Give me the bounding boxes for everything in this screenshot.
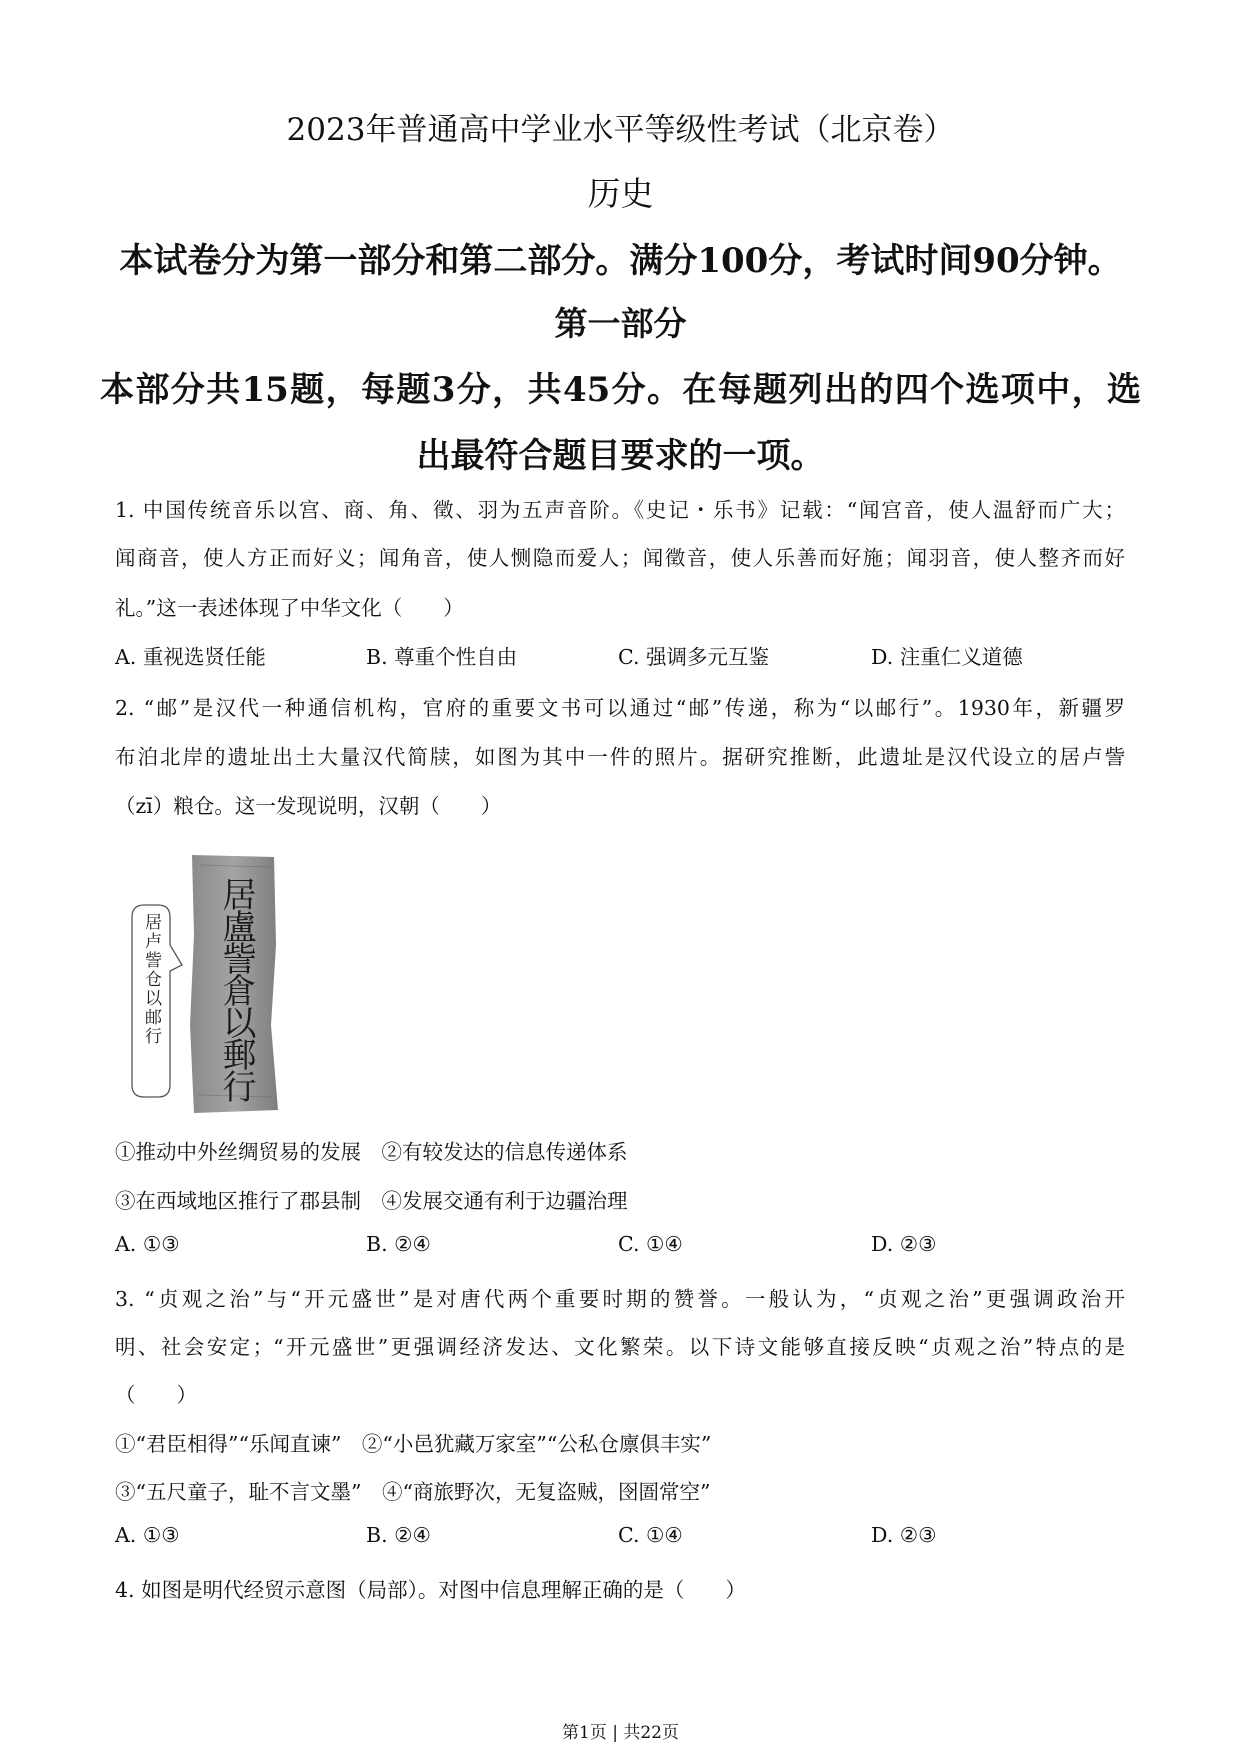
figure-callout-text: 居卢訾仓以邮行 bbox=[141, 913, 161, 1046]
question-1-option-c: C. 强调多元互鉴 bbox=[618, 645, 769, 669]
exam-title: 2023年普通高中学业水平等级性考试（北京卷） bbox=[286, 112, 955, 148]
question-1-line-3: 礼。”这一表述体现了中华文化（ ） bbox=[115, 596, 464, 620]
question-2-line-1: 2. “邮”是汉代一种通信机构，官府的重要文书可以通过“邮”传递，称为“以邮行”。1930年，新疆罗 bbox=[115, 696, 1125, 720]
question-3-line-3: （ ） bbox=[115, 1383, 197, 1407]
question-1-line-1: 1. 中国传统音乐以宫、商、角、徵、羽为五声音阶。《史记・乐书》记载：“闻宫音，使人温舒而广大； bbox=[115, 498, 1125, 522]
subject-title: 历史 bbox=[587, 174, 654, 213]
question-2-line-3: （zī）粮仓。这一发现说明，汉朝（ ） bbox=[115, 794, 502, 818]
exam-intro: 本试卷分为第一部分和第二部分。满分100分，考试时间90分钟。 bbox=[119, 241, 1122, 281]
question-3-line-2: 明、社会安定；“开元盛世”更强调经济发达、文化繁荣。以下诗文能够直接反映“贞观之治”特点的是 bbox=[115, 1335, 1125, 1359]
part-instructions-line-2: 出最符合题目要求的一项。 bbox=[416, 436, 825, 476]
page-footer: 第1页 | 共22页 bbox=[562, 1723, 679, 1743]
question-2-option-c: C. ①④ bbox=[618, 1232, 683, 1256]
question-2-line-2: 布泊北岸的遗址出土大量汉代简牍，如图为其中一件的照片。据研究推断，此遗址是汉代设立的居卢訾 bbox=[115, 745, 1125, 769]
question-1-line-2: 闻商音，使人方正而好义；闻角音，使人恻隐而爱人；闻徵音，使人乐善而好施；闻羽音，使人整齐而好 bbox=[115, 546, 1125, 570]
question-2-option-d: D. ②③ bbox=[871, 1232, 937, 1256]
question-2-option-a: A. ①③ bbox=[115, 1232, 180, 1256]
part-instructions-line-1: 本部分共15题，每题3分，共45分。在每题列出的四个选项中，选 bbox=[100, 370, 1141, 410]
question-3-statements-line-2: ③“五尺童子，耻不言文墨” ④“商旅野次，无复盗贼，囹圄常空” bbox=[115, 1480, 711, 1504]
question-2-statements-line-1: ①推动中外丝绸贸易的发展 ②有较发达的信息传递体系 bbox=[115, 1140, 628, 1164]
question-1-option-d: D. 注重仁义道德 bbox=[871, 645, 1023, 669]
question-4-line-1: 4. 如图是明代经贸示意图（局部）。对图中信息理解正确的是（ ） bbox=[115, 1578, 746, 1602]
part-heading: 第一部分 bbox=[554, 304, 687, 343]
question-2-statements-line-2: ③在西域地区推行了郡县制 ④发展交通有利于边疆治理 bbox=[115, 1189, 628, 1213]
question-3-statements-line-1: ①“君臣相得”“乐闻直谏” ②“小邑犹藏万家室”“公私仓廪俱丰实” bbox=[115, 1432, 712, 1456]
question-3-option-d: D. ②③ bbox=[871, 1523, 937, 1547]
slip-inscription: 居盧訾倉以郵行 bbox=[216, 877, 256, 1101]
question-3-option-a: A. ①③ bbox=[115, 1523, 180, 1547]
question-3-option-c: C. ①④ bbox=[618, 1523, 683, 1547]
question-3-line-1: 3. “贞观之治”与“开元盛世”是对唐代两个重要时期的赞誉。一般认为，“贞观之治”更强调政治开 bbox=[115, 1287, 1125, 1311]
question-2-option-b: B. ②④ bbox=[366, 1232, 431, 1256]
question-3-option-b: B. ②④ bbox=[366, 1523, 431, 1547]
bamboo-slip-figure bbox=[120, 855, 290, 1115]
question-1-option-a: A. 重视选贤任能 bbox=[115, 645, 266, 669]
question-1-option-b: B. 尊重个性自由 bbox=[366, 645, 518, 669]
